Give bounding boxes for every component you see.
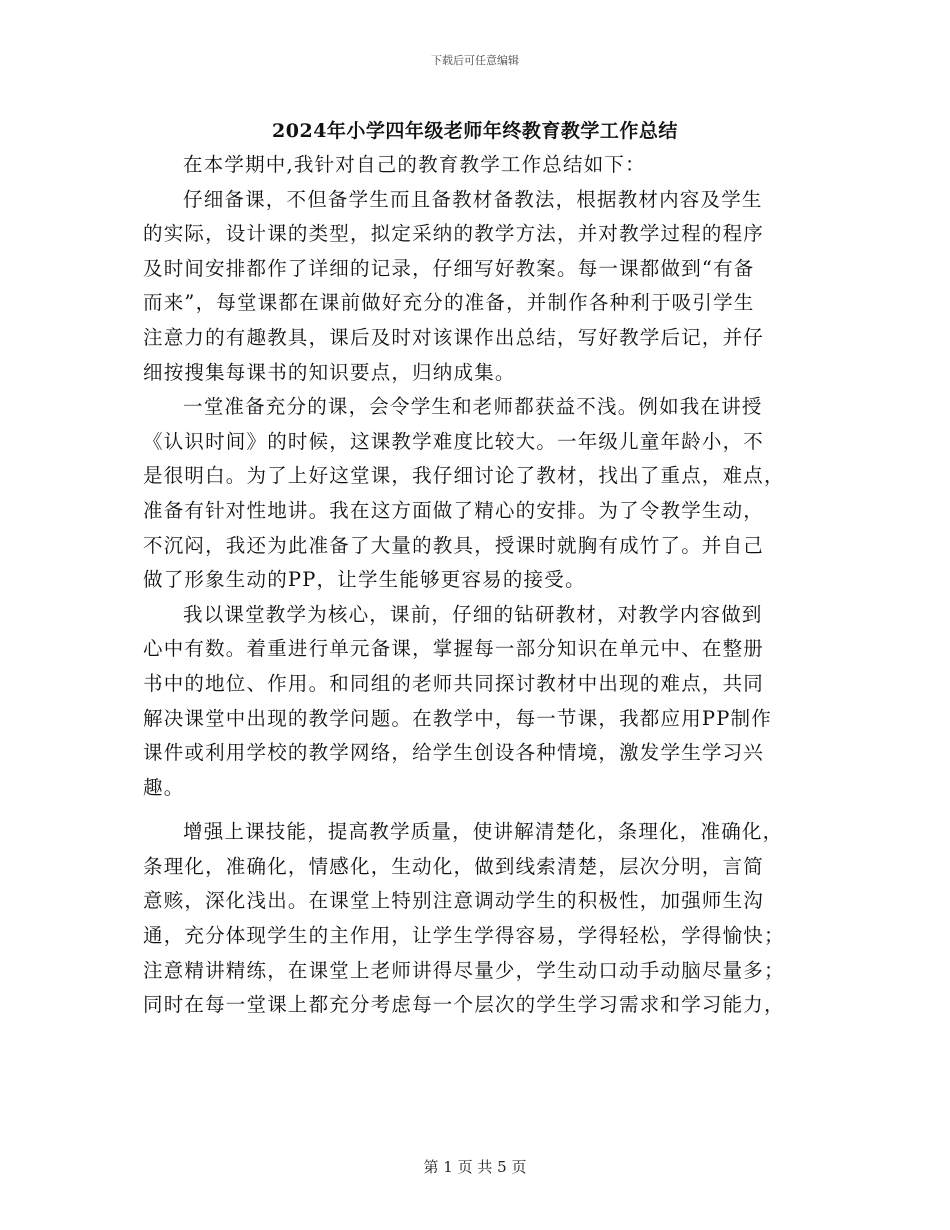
text-line: 不沉闷，我还为此准备了大量的教具，授课时就胸有成竹了。并自己	[143, 533, 765, 557]
document-title: 2024年小学四年级老师年终教育教学工作总结	[272, 120, 678, 142]
text-line: 条理化，准确化，情感化，生动化，做到线索清楚，层次分明，言简	[143, 854, 765, 878]
text-line: 心中有数。着重进行单元备课，掌握每一部分知识在单元中、在整册	[143, 637, 765, 661]
text-line: 仔细备课，不但备学生而且备教材备教法，根据教材内容及学生	[183, 187, 763, 211]
text-line: 意赅，深化浅出。在课堂上特别注意调动学生的积极性，加强师生沟	[143, 889, 765, 913]
text-line: 我以课堂教学为核心，课前，仔细的钻研教材，对教学内容做到	[183, 602, 763, 626]
text-line: 同时在每一堂课上都充分考虑每一个层次的学生学习需求和学习能力，	[143, 993, 785, 1017]
page-number-footer: 第 1 页 共 5 页	[423, 1158, 527, 1176]
page-header: 下载后可任意编辑	[431, 54, 519, 67]
text-line: 通，充分体现学生的主作用，让学生学得容易，学得轻松，学得愉快；	[143, 924, 785, 948]
text-line: 及时间安排都作了详细的记录，仔细写好教案。每一课都做到“有备	[143, 256, 755, 280]
document-body	[143, 148, 803, 1023]
paragraph-intro	[143, 148, 803, 183]
paragraph-gap	[143, 805, 803, 815]
paragraph-teaching-skills	[143, 815, 803, 1023]
text-line: 而来”，每堂课都在课前做好充分的准备，并制作各种利于吸引学生	[143, 291, 755, 315]
paragraph-classroom-core	[143, 598, 803, 806]
text-line: 解决课堂中出现的教学问题。在教学中，每一节课，我都应用PP制作	[143, 706, 772, 730]
text-line: 做了形象生动的PP，让学生能够更容易的接受。	[143, 568, 586, 592]
text-line: 趣。	[143, 775, 185, 799]
text-line: 的实际，设计课的类型，拟定采纳的教学方法，并对教学过程的程序	[143, 222, 765, 246]
text-line: 课件或利用学校的教学网络，给学生创设各种情境，激发学生学习兴	[143, 741, 765, 765]
text-line: 《认识时间》的时候，这课教学难度比较大。一年级儿童年龄小，不	[143, 429, 765, 453]
text-line: 注意精讲精练，在课堂上老师讲得尽量少，学生动口动手动脑尽量多；	[143, 958, 785, 982]
text-line: 增强上课技能，提高教学质量，使讲解清楚化，条理化，准确化，	[183, 820, 784, 844]
text-line: 细按搜集每课书的知识要点，归纳成集。	[143, 360, 516, 384]
text-line: 在本学期中,我针对自己的教育教学工作总结如下：	[183, 153, 646, 176]
text-line: 一堂准备充分的课，会令学生和老师都获益不浅。例如我在讲授	[183, 395, 763, 419]
paragraph-preparation	[143, 183, 803, 391]
text-line: 是很明白。为了上好这堂课，我仔细讨论了教材，找出了重点，难点，	[143, 464, 785, 488]
text-line: 注意力的有趣教具，课后及时对该课作出总结，写好教学后记，并仔	[143, 325, 765, 349]
paragraph-example	[143, 390, 803, 598]
text-line: 准备有针对性地讲。我在这方面做了精心的安排。为了令教学生动，	[143, 498, 765, 522]
text-line: 书中的地位、作用。和同组的老师共同探讨教材中出现的难点，共同	[143, 671, 765, 695]
